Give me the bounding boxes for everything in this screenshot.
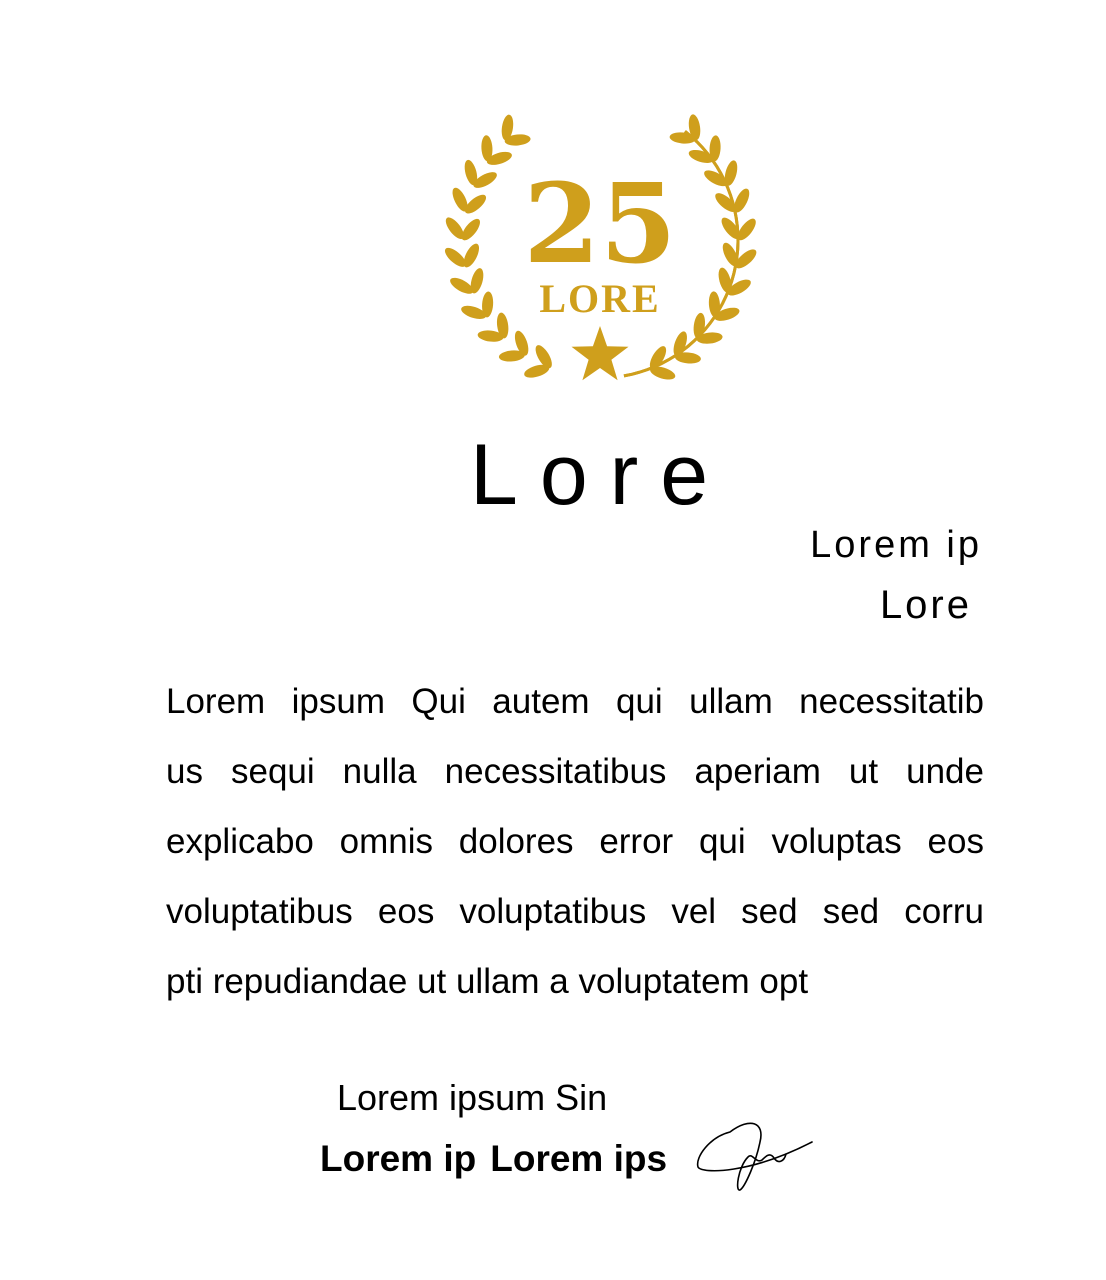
- handwritten-signature: [690, 1112, 820, 1194]
- body-line: pti repudiandae ut ullam a voluptatem opt: [166, 962, 809, 1001]
- body-line: explicabo omnis dolores error qui voluptas eos: [166, 822, 984, 861]
- body-line: us sequi nulla necessitatibus aperiam ut unde: [166, 752, 984, 791]
- emblem-label: LORE: [539, 276, 661, 321]
- signatory-name-part1: Lorem ip: [320, 1138, 477, 1179]
- emblem-number: 25: [523, 159, 677, 288]
- subtitle-line-1: Lorem ip: [810, 524, 982, 566]
- laurel-leaf: [458, 216, 483, 243]
- body-line: voluptatibus eos voluptatibus vel sed sed corru: [166, 892, 984, 931]
- body-line: Lorem ipsum Qui autem qui ullam necessitatib: [166, 682, 984, 721]
- signatory-name: [320, 1135, 681, 1183]
- laurel-wreath-emblem: [430, 110, 770, 400]
- signatory-name-part2: Lorem ips: [490, 1138, 668, 1179]
- star-icon: [572, 326, 629, 380]
- signatory-title: Lorem ipsum Sin: [337, 1077, 608, 1118]
- body-text: [166, 667, 984, 1017]
- certificate-title: Lore: [470, 427, 731, 523]
- subtitle-line-2: Lore: [879, 583, 972, 627]
